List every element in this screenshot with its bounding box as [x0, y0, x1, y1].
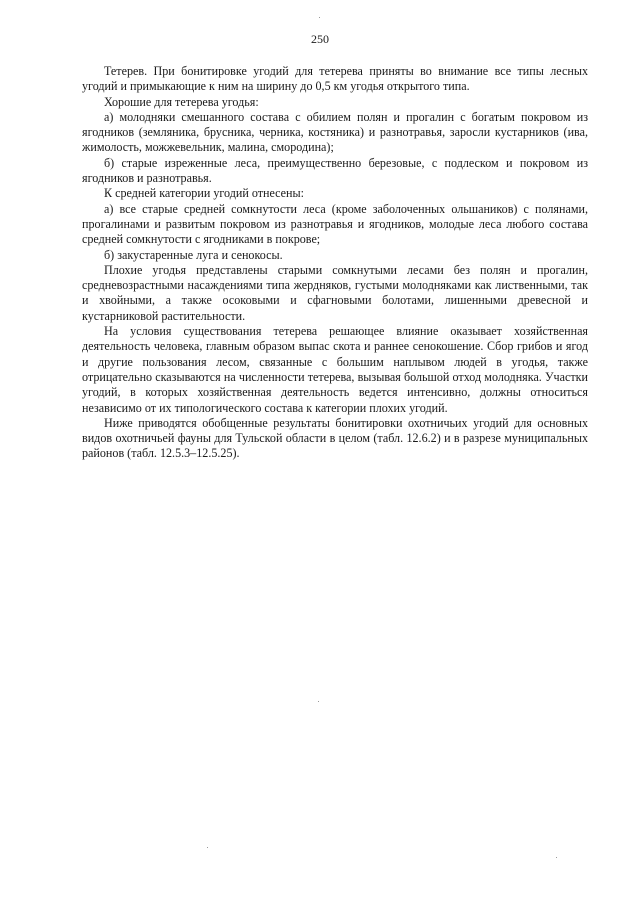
paragraph-5: К средней категории угодий отнесены:: [104, 186, 305, 201]
page-number: 250: [311, 32, 329, 46]
paragraph-9: На условия существования тетерева решающее влияние оказывает хозяйственная деятельность человека, главным образом выпас скота и раннее сенокошение. Сбор грибов и ягод и другие пользования лесом, связанные с большим наплывом людей в угодья, также отрицательно сказываются на численности тетерева, вызывая большой отход молодняка. Участки угодий, в которых хозяйственная деятельность ведется интенсивно, должны относиться независимо от их типологического состава к категории плохих угодий.: [82, 324, 588, 415]
scan-speck: [319, 17, 320, 18]
paragraph-2: Хорошие для тетерева угодья:: [104, 94, 259, 109]
paragraph-6: а) все старые средней сомкнутости леса (кроме заболоченных ольшаников) с полянами, прогалинами и развитым покровом из разнотравья и ягодников, молодые леса любого состава средней сомкнутости с ягодниками в покрове;: [82, 201, 588, 247]
scan-speck: [207, 847, 208, 848]
scan-speck: [318, 701, 319, 702]
paragraph-3: а) молодняки смешанного состава с обилием полян и прогалин с богатым покровом из ягодников (земляника, брусника, черника, костяника) и разнотравья, заросли кустарников (ива, жимолость, можжевельник, малина, смородина);: [82, 109, 588, 155]
paragraph-4: б) старые изреженные леса, преимущественно березовые, с подлеском и покровом из ягодников и разнотравья.: [82, 155, 588, 186]
paragraph-1: Тетерев. При бонитировке угодий для тетерева приняты во внимание все типы лесных угодий и примыкающие к ним на ширину до 0,5 км угодья открытого типа.: [82, 64, 588, 94]
paragraph-8: Плохие угодья представлены старыми сомкнутыми лесами без полян и прогалин, средневозрастными насаждениями типа жердняков, густыми молодняками как лиственными, так и хвойными, а также осоковыми и сфагновыми болотами, лишенными древесной и кустарниковой растительности.: [82, 262, 588, 323]
scan-speck: [556, 857, 557, 858]
paragraph-10: Ниже приводятся обобщенные результаты бонитировки охотничьих угодий для основных видов охотничьей фауны для Тульской области в целом (табл. 12.6.2) и в разрезе муниципальных районов (табл. 12.5.3–12.5.25).: [82, 415, 588, 461]
document-body: [82, 64, 588, 462]
paragraph-7: б) закустаренные луга и сенокосы.: [104, 247, 283, 262]
